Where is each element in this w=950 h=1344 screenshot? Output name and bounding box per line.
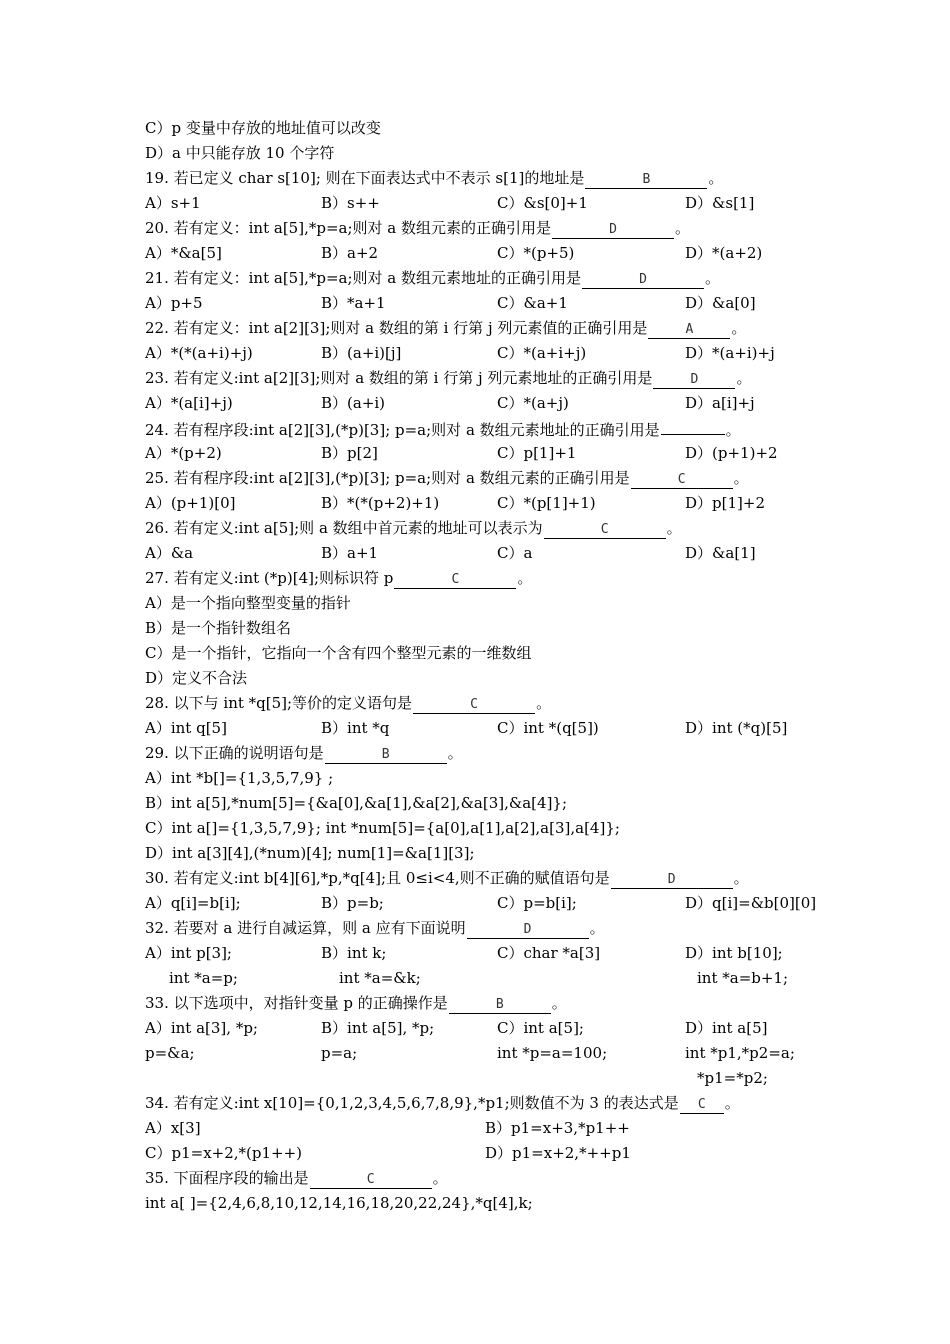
option-item: A）q[i]=b[i]; (145, 894, 241, 912)
option-item: *p1=*p2; (697, 1069, 768, 1087)
line-text: C）是一个指针，它指向一个含有四个整型元素的一维数组 (145, 644, 532, 662)
line-text: B）是一个指针数组名 (145, 619, 292, 637)
line-text: D）a 中只能存放 10 个字符 (145, 144, 335, 162)
text-line (145, 141, 334, 165)
option-item: A）*&a[5] (145, 244, 222, 262)
option-item: int *p1,*p2=a; (685, 1044, 795, 1062)
answer-blank: B (585, 170, 707, 189)
question-line (145, 416, 741, 440)
text-line (145, 1191, 533, 1215)
line-suffix: 。 (551, 994, 567, 1012)
line-suffix: 。 (666, 519, 682, 537)
option-item: D）&a[0] (685, 294, 756, 312)
line-suffix: 。 (731, 319, 747, 337)
line-text: 21. 若有定义：int a[5],*p=a;则对 a 数组元素地址的正确引用是 (145, 269, 581, 287)
line-text: int a[ ]={2,4,6,8,10,12,14,16,18,20,22,24},*q[4],k; (145, 1194, 533, 1212)
line-text: 25. 若有程序段:int a[2][3],(*p)[3]; p=a;则对 a 数组元素的正确引用是 (145, 469, 630, 487)
answer-blank: C (631, 470, 733, 489)
answer-blank: C (413, 695, 535, 714)
line-suffix: 。 (708, 169, 724, 187)
text-line (145, 616, 291, 640)
line-text: 30. 若有定义:int b[4][6],*p,*q[4];且 0≤i<4,则不正确的赋值语句是 (145, 869, 610, 887)
option-item: C）*(a+i+j) (497, 344, 587, 362)
line-text: A）是一个指向整型变量的指针 (145, 594, 351, 612)
option-item: A）&a (145, 544, 194, 562)
line-text: 22. 若有定义：int a[2][3];则对 a 数组的第 i 行第 j 列元素值的正确引用是 (145, 319, 648, 337)
option-item: A）p+5 (145, 294, 203, 312)
line-suffix: 。 (733, 869, 749, 887)
option-item: C）&s[0]+1 (497, 194, 588, 212)
text-line (145, 591, 351, 615)
option-item: D）int (*q)[5] (685, 719, 788, 737)
line-suffix: 。 (674, 219, 690, 237)
option-item: B）*(*(p+2)+1) (321, 494, 440, 512)
answer-blank: C (544, 520, 666, 539)
option-item: C）char *a[3] (497, 944, 601, 962)
option-item: C）p1=x+2,*(p1++) (145, 1144, 303, 1162)
question-line (145, 991, 567, 1015)
option-item: C）*(p[1]+1) (497, 494, 596, 512)
line-text: 29. 以下正确的说明语句是 (145, 744, 324, 762)
line-text: 19. 若已定义 char s[10]; 则在下面表达式中不表示 s[1]的地址是 (145, 169, 585, 187)
line-text: 32. 若要对 a 进行自减运算，则 a 应有下面说明 (145, 919, 466, 937)
option-item: C）p[1]+1 (497, 444, 577, 462)
question-line (145, 691, 551, 715)
question-line (145, 866, 749, 890)
text-line (145, 766, 333, 790)
line-text: 20. 若有定义：int a[5],*p=a;则对 a 数组元素的正确引用是 (145, 219, 551, 237)
option-item: D）*(a+2) (685, 244, 763, 262)
option-item: B）p[2] (321, 444, 378, 462)
line-suffix: 。 (724, 1094, 740, 1112)
option-item: D）&s[1] (685, 194, 755, 212)
option-item: D）q[i]=&b[0][0] (685, 894, 817, 912)
line-suffix: 。 (447, 744, 463, 762)
option-item: B）s++ (321, 194, 380, 212)
text-line (145, 666, 247, 690)
option-item: D）p[1]+2 (685, 494, 765, 512)
option-item: A）*(*(a+i)+j) (145, 344, 253, 362)
option-item: p=a; (321, 1044, 358, 1062)
answer-blank: C (310, 1170, 432, 1189)
text-line (145, 641, 531, 665)
option-item: C）p=b[i]; (497, 894, 577, 912)
option-item: int *p=a=100; (497, 1044, 608, 1062)
line-text: 27. 若有定义:int (*p)[4];则标识符 p (145, 569, 394, 587)
option-item: int *a=&k; (339, 969, 421, 987)
question-line (145, 466, 749, 490)
answer-blank: D (582, 270, 704, 289)
option-item: A）int q[5] (145, 719, 227, 737)
line-text: 26. 若有定义:int a[5];则 a 数组中首元素的地址可以表示为 (145, 519, 543, 537)
line-suffix: 。 (536, 694, 552, 712)
line-suffix: 。 (733, 469, 749, 487)
question-line (145, 741, 463, 765)
option-item: D）&a[1] (685, 544, 756, 562)
option-item: C）int a[5]; (497, 1019, 584, 1037)
answer-blank (661, 416, 725, 435)
option-item: A）*(p+2) (145, 444, 222, 462)
option-item: C）a (497, 544, 533, 562)
option-item: C）int *(q[5]) (497, 719, 599, 737)
answer-blank: A (648, 320, 730, 339)
line-text: A）int *b[]={1,3,5,7,9} ; (145, 769, 334, 787)
option-item: B）(a+i)[j] (321, 344, 402, 362)
text-line (145, 841, 475, 865)
question-line (145, 566, 532, 590)
option-item: D）*(a+i)+j (685, 344, 775, 362)
option-item: p=&a; (145, 1044, 195, 1062)
option-item: B）a+2 (321, 244, 379, 262)
option-item: int *a=p; (169, 969, 238, 987)
question-line (145, 916, 605, 940)
option-item: D）(p+1)+2 (685, 444, 778, 462)
option-item: B）int k; (321, 944, 387, 962)
option-item: B）*a+1 (321, 294, 386, 312)
answer-blank: D (467, 920, 589, 939)
line-suffix: 。 (432, 1169, 448, 1187)
option-item: A）int a[3], *p; (145, 1019, 258, 1037)
option-item: B）int a[5], *p; (321, 1019, 435, 1037)
question-line (145, 166, 723, 190)
line-suffix: 。 (704, 269, 720, 287)
option-item: B）p1=x+3,*p1++ (485, 1119, 630, 1137)
answer-blank: C (394, 570, 516, 589)
option-item: B）(a+i) (321, 394, 386, 412)
option-item: D）int b[10]; (685, 944, 783, 962)
option-item: A）*(a[i]+j) (145, 394, 233, 412)
line-text: 35. 下面程序段的输出是 (145, 1169, 309, 1187)
question-line (145, 1091, 740, 1115)
line-suffix: 。 (517, 569, 533, 587)
question-line (145, 516, 682, 540)
line-text: C）p 变量中存放的地址值可以改变 (145, 119, 381, 137)
line-text: 23. 若有定义:int a[2][3];则对 a 数组的第 i 行第 j 列元素地址的正确引用是 (145, 369, 653, 387)
line-text: 24. 若有程序段:int a[2][3],(*p)[3]; p=a;则对 a 数组元素地址的正确引用是 (145, 421, 660, 439)
line-text: C）int a[]={1,3,5,7,9}; int *num[5]={a[0],a[1],a[2],a[3],a[4]}; (145, 819, 620, 837)
line-suffix: 。 (725, 421, 741, 439)
text-line (145, 116, 381, 140)
line-suffix: 。 (589, 919, 605, 937)
option-item: D）int a[5] (685, 1019, 768, 1037)
question-line (145, 366, 751, 390)
line-text: 33. 以下选项中，对指针变量 p 的正确操作是 (145, 994, 448, 1012)
option-item: A）s+1 (145, 194, 201, 212)
text-line (145, 791, 567, 815)
line-text: D）定义不合法 (145, 669, 248, 687)
question-line (145, 316, 746, 340)
answer-blank: D (552, 220, 674, 239)
line-text: B）int a[5],*num[5]={&a[0],&a[1],&a[2],&a[3],&a[4]}; (145, 794, 568, 812)
answer-blank: D (653, 370, 735, 389)
line-suffix: 。 (736, 369, 752, 387)
option-item: B）a+1 (321, 544, 379, 562)
line-text: 34. 若有定义:int x[10]={0,1,2,3,4,5,6,7,8,9},*p1;则数值不为 3 的表达式是 (145, 1094, 679, 1112)
question-line (145, 1166, 448, 1190)
option-item: A）(p+1)[0] (145, 494, 236, 512)
option-item: A）int p[3]; (145, 944, 232, 962)
option-item: D）a[i]+j (685, 394, 755, 412)
answer-blank: C (680, 1095, 724, 1114)
option-item: C）*(p+5) (497, 244, 575, 262)
question-line (145, 266, 720, 290)
option-item: B）p=b; (321, 894, 384, 912)
line-text: 28. 以下与 int *q[5];等价的定义语句是 (145, 694, 413, 712)
answer-blank: B (449, 995, 551, 1014)
option-item: B）int *q (321, 719, 390, 737)
option-item: D）p1=x+2,*++p1 (485, 1144, 631, 1162)
line-text: D）int a[3][4],(*num)[4]; num[1]=&a[1][3]; (145, 844, 475, 862)
option-item: C）&a+1 (497, 294, 568, 312)
option-item: int *a=b+1; (697, 969, 789, 987)
text-line (145, 816, 620, 840)
question-line (145, 216, 690, 240)
option-item: A）x[3] (145, 1119, 201, 1137)
answer-blank: B (325, 745, 447, 764)
option-item: C）*(a+j) (497, 394, 569, 412)
answer-blank: D (611, 870, 733, 889)
